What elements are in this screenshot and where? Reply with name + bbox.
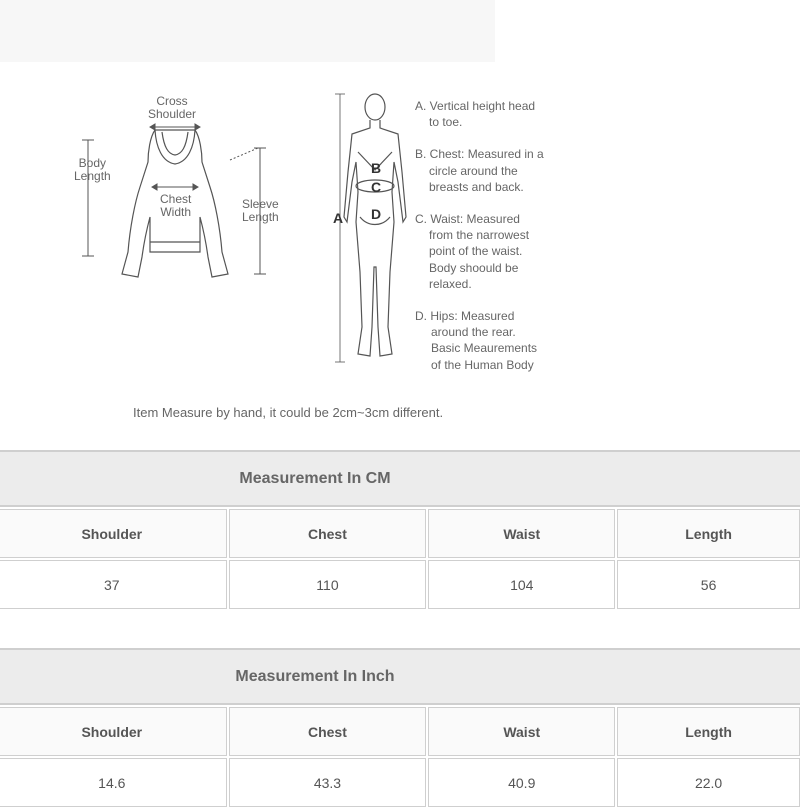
value-shoulder: 14.6 xyxy=(0,758,227,807)
marker-c: C xyxy=(371,179,382,195)
note-c: C. Waist: Measured from the narrowest point of the waist. Body shoould be relaxed. xyxy=(415,212,530,291)
disclaimer-text: Item Measure by hand, it could be 2cm~3cm different. xyxy=(133,405,444,420)
table-row xyxy=(0,560,800,609)
value-waist: 104 xyxy=(428,560,615,609)
value-shoulder: 37 xyxy=(0,560,227,609)
sleeve-length-label: Sleeve Length xyxy=(242,197,279,224)
chest-width-label: Chest Width xyxy=(160,192,192,219)
sweater-measurement-diagram xyxy=(70,92,290,287)
inch-measurement-table xyxy=(0,648,800,807)
note-a: A. Vertical height head to toe. xyxy=(415,99,536,130)
header-waist: Waist xyxy=(428,509,615,558)
marker-a: A xyxy=(333,210,344,226)
header-shoulder: Shoulder xyxy=(0,707,227,756)
top-banner-area xyxy=(0,0,495,62)
note-b: B. Chest: Measured in a circle around the breasts and back. xyxy=(415,147,544,194)
marker-b: B xyxy=(371,160,382,176)
cm-measurement-table xyxy=(0,450,800,609)
header-chest: Chest xyxy=(229,707,427,756)
cross-shoulder-label: Cross Shoulder xyxy=(148,94,197,121)
header-length: Length xyxy=(617,707,800,756)
measurement-notes xyxy=(415,98,575,389)
table-header-row xyxy=(0,707,800,756)
value-chest: 43.3 xyxy=(229,758,427,807)
table-title: Measurement In CM xyxy=(0,450,800,507)
value-chest: 110 xyxy=(229,560,427,609)
body-length-label: Body Length xyxy=(74,156,111,183)
value-waist: 40.9 xyxy=(428,758,615,807)
table-title: Measurement In Inch xyxy=(0,648,800,705)
value-length: 22.0 xyxy=(617,758,800,807)
table-header-row xyxy=(0,509,800,558)
header-shoulder: Shoulder xyxy=(0,509,227,558)
marker-d: D xyxy=(371,206,382,222)
header-length: Length xyxy=(617,509,800,558)
header-waist: Waist xyxy=(428,707,615,756)
note-d: D. Hips: Measured around the rear. Basic Meaurements of the Human Body xyxy=(415,309,538,372)
human-body-diagram xyxy=(330,92,420,367)
value-length: 56 xyxy=(617,560,800,609)
header-chest: Chest xyxy=(229,509,427,558)
